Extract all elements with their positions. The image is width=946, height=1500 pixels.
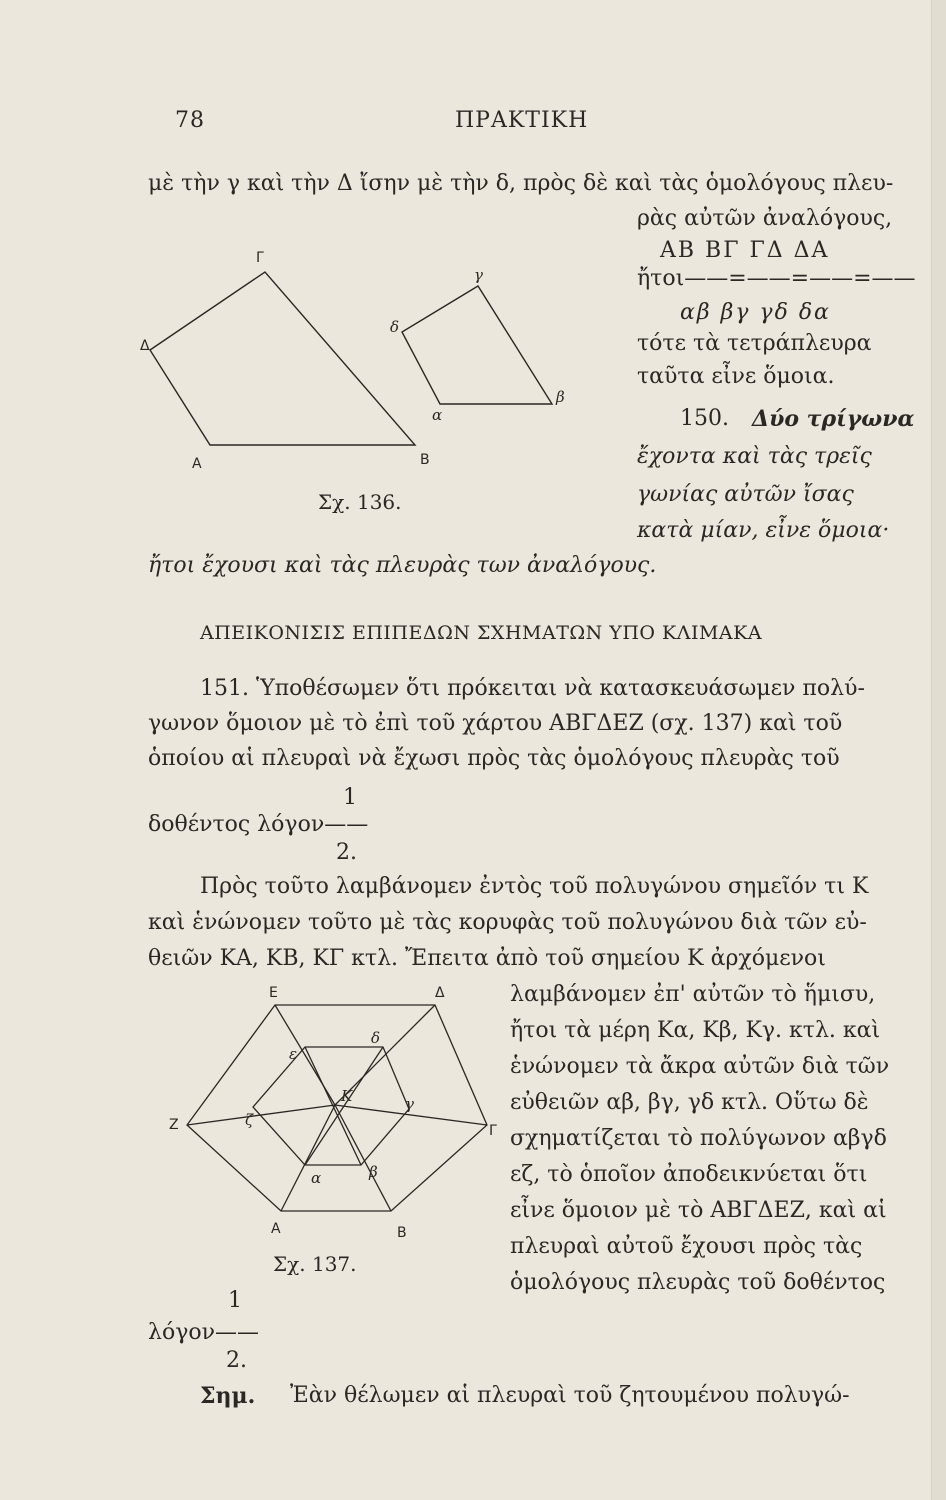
method-r4: εὐθειῶν αβ, βγ, γδ κτλ. Οὕτω δὲ bbox=[510, 1090, 869, 1115]
label-A: Α bbox=[271, 1221, 281, 1237]
label-D: Δ bbox=[140, 338, 150, 354]
method-frac-num: 1 bbox=[228, 1288, 242, 1313]
method-r6: εζ, τὸ ὁποῖον ἀποδεικνύεται ὅτι bbox=[510, 1162, 868, 1187]
para1-line2: ρὰς αὐτῶν ἀναλόγους, bbox=[637, 206, 893, 231]
label-D: Δ bbox=[435, 985, 445, 1001]
label-d: δ bbox=[390, 318, 400, 336]
label-K: Κ bbox=[341, 1087, 353, 1105]
quad-ABGD bbox=[150, 272, 415, 445]
para151-line2: γωνον ὅμοιον μὲ τὸ ἐπὶ τοῦ χάρτου ΑΒΓΔΕΖ (σχ. 137) καὶ τοῦ bbox=[148, 711, 843, 736]
label-g: γ bbox=[474, 266, 483, 284]
method-line1: Πρὸς τοῦτο λαμβάνομεν ἐντὸς τοῦ πολυγώνου σημεῖόν τι Κ bbox=[200, 874, 869, 899]
ratio-top: ΑΒ ΒΓ ΓΔ ΔΑ bbox=[660, 238, 830, 263]
label-e: ε bbox=[289, 1045, 298, 1063]
para151-line3: ὁποίου αἱ πλευραὶ νὰ ἔχωσι πρὸς τὰς ὁμολόγους πλευρὰς τοῦ bbox=[148, 746, 840, 771]
note-label: Σημ. bbox=[200, 1383, 256, 1409]
note-text: Ἐὰν θέλωμεν αἱ πλευραὶ τοῦ ζητουμένου πολυγώ- bbox=[290, 1383, 850, 1408]
para151-line1: 151. Ὑποθέσωμεν ὅτι πρόκειται νὰ κατασκευάσωμεν πολύ- bbox=[200, 676, 865, 701]
method-frac-lead: λόγον—— bbox=[148, 1320, 259, 1345]
quad-abgd bbox=[402, 286, 552, 404]
diag-ad bbox=[305, 1047, 383, 1165]
figure-137 bbox=[165, 985, 505, 1240]
method-r5: σχηματίζεται τὸ πολύγωνον αβγδ bbox=[510, 1126, 887, 1151]
label-G: Γ bbox=[256, 250, 264, 266]
para1-line1: μὲ τὴν γ καὶ τὴν Δ ἴσην μὲ τὴν δ, πρὸς δὲ καὶ τὰς ὁμολόγους πλευ- bbox=[148, 171, 894, 196]
theorem-number: 150. bbox=[680, 406, 729, 431]
running-title: ΠΡΑΚΤΙΚΗ bbox=[455, 108, 589, 133]
method-r7: εἶνε ὅμοιον μὲ τὸ ΑΒΓΔΕΖ, καὶ αἱ bbox=[510, 1198, 887, 1223]
method-r1: λαμβάνομεν ἐπ' αὐτῶν τὸ ἥμισυ, bbox=[510, 982, 876, 1007]
label-a: α bbox=[311, 1169, 322, 1187]
section-title: ΑΠΕΙΚΟΝΙΣΙΣ ΕΠΙΠΕΔΩΝ ΣΧΗΜΑΤΩΝ ΥΠΟ ΚΛΙΜΑΚΑ bbox=[200, 622, 763, 644]
ray-KB bbox=[335, 1105, 391, 1211]
method-line2: καὶ ἑνώνομεν τοῦτο μὲ τὰς κορυφὰς τοῦ πολυγώνου διὰ τῶν εὐ- bbox=[148, 910, 867, 935]
label-g: γ bbox=[405, 1095, 414, 1113]
figure-136-caption: Σχ. 136. bbox=[318, 490, 402, 514]
label-d: δ bbox=[371, 1029, 381, 1047]
label-G: Γ bbox=[489, 1123, 497, 1139]
label-E: Ε bbox=[269, 985, 278, 1001]
ratio-bottom: αβ βγ γδ δα bbox=[680, 300, 831, 325]
theorem-line1: Δύο τρίγωνα bbox=[752, 406, 915, 432]
label-Z: Ζ bbox=[169, 1117, 179, 1133]
para1-line4: ταῦτα εἶνε ὅμοια. bbox=[637, 364, 835, 389]
label-B: Β bbox=[420, 452, 430, 468]
theorem-line2: ἔχοντα καὶ τὰς τρεῖς bbox=[637, 444, 872, 469]
method-r8: πλευραὶ αὐτοῦ ἔχουσι πρὸς τὰς bbox=[510, 1234, 863, 1259]
label-B: Β bbox=[397, 1225, 407, 1240]
para151-frac-den: 2. bbox=[336, 840, 357, 865]
method-line3: θειῶν ΚΑ, ΚΒ, ΚΓ κτλ. Ἔπειτα ἀπὸ τοῦ σημείου Κ ἀρχόμενοι bbox=[148, 946, 826, 971]
method-r9: ὁμολόγους πλευρὰς τοῦ δοθέντος bbox=[510, 1270, 886, 1295]
method-frac-den: 2. bbox=[226, 1348, 247, 1373]
page-edge bbox=[931, 0, 946, 1500]
para1-line3: τότε τὰ τετράπλευρα bbox=[637, 331, 872, 356]
figure-137-caption: Σχ. 137. bbox=[273, 1252, 357, 1276]
page-number: 78 bbox=[175, 108, 205, 133]
method-r3: ἑνώνομεν τὰ ἄκρα αὐτῶν διὰ τῶν bbox=[510, 1054, 890, 1079]
label-a: α bbox=[432, 406, 443, 424]
label-A: Α bbox=[192, 456, 202, 472]
label-b: β bbox=[556, 388, 565, 406]
ray-KZ bbox=[187, 1105, 335, 1125]
para151-frac-num: 1 bbox=[343, 785, 357, 810]
method-r2: ἤτοι τὰ μέρη Κα, Κβ, Κγ. κτλ. καὶ bbox=[510, 1018, 881, 1043]
theorem-line3: γωνίας αὐτῶν ἴσας bbox=[637, 482, 854, 507]
label-z: ζ bbox=[245, 1111, 254, 1129]
ray-KA bbox=[281, 1105, 335, 1211]
ratio-lead: ἤτοι——=——=——=—— bbox=[637, 266, 916, 291]
para151-frac-lead: δοθέντος λόγον—— bbox=[148, 812, 369, 837]
label-b: β bbox=[369, 1163, 378, 1181]
theorem-line4: κατὰ μίαν, εἶνε ὅμοια· bbox=[637, 518, 890, 543]
theorem-line5: ἤτοι ἔχουσι καὶ τὰς πλευρὰς των ἀναλόγους. bbox=[148, 553, 657, 578]
